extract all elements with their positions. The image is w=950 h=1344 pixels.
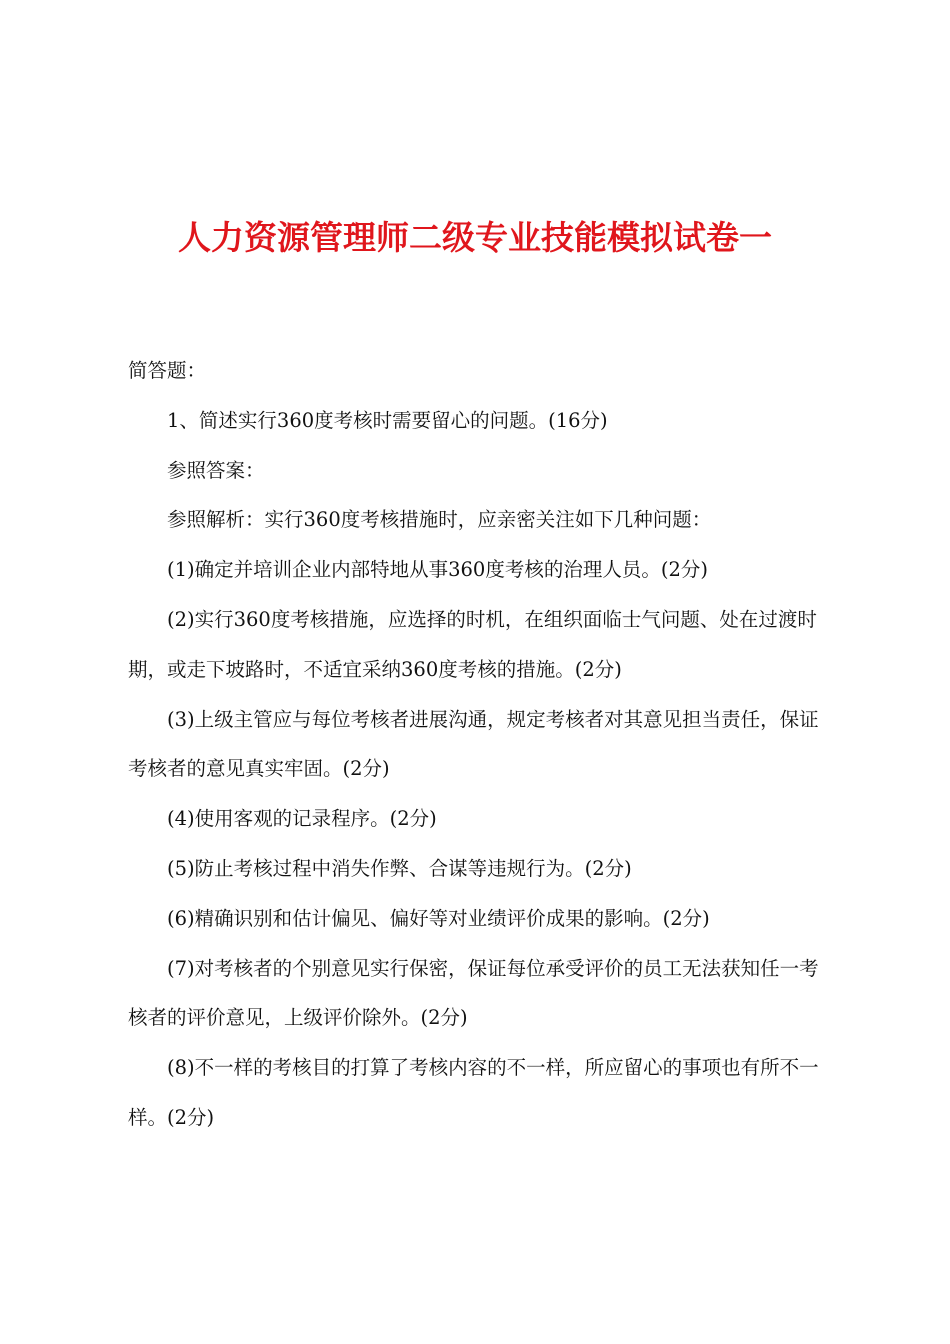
answer-point-5: (5)防止考核过程中消失作弊、合谋等违规行为。(2分) [167, 856, 632, 880]
answer-point-2: (2)实行360度考核措施，应选择的时机，在组织面临士气问题、处在过渡时期，或走下坡路时，不适宜采纳360度考核的措施。(2分) [128, 607, 817, 681]
answer-label: 参照答案： [167, 458, 265, 482]
answer-point-3: (3)上级主管应与每位考核者进展沟通，规定考核者对其意见担当责任，保证考核者的意见真实牢固。(2分) [128, 707, 819, 781]
analysis-intro: 参照解析：实行360度考核措施时，应亲密关注如下几种问题： [167, 508, 712, 532]
answer-point-7: (7)对考核者的个别意见实行保密，保证每位承受评价的员工无法获知任一考核者的评价意见，上级评价除外。(2分) [128, 956, 819, 1030]
answer-point-4: (4)使用客观的记录程序。(2分) [167, 807, 437, 831]
answer-point-1: (1)确定并培训企业内部特地从事360度考核的治理人员。(2分) [167, 558, 708, 582]
question: 1、简述实行360度考核时需要留心的问题。(16分) [167, 408, 608, 432]
section-heading: 简答题： [128, 359, 207, 382]
document-body [128, 346, 830, 1143]
document-title: 人力资源管理师二级专业技能模拟试卷一 [178, 218, 772, 257]
answer-point-8: (8)不一样的考核目的打算了考核内容的不一样，所应留心的事项也有所不一样。(2分) [128, 1056, 819, 1129]
answer-point-6: (6)精确识别和估计偏见、偏好等对业绩评价成果的影响。(2分) [167, 906, 710, 930]
